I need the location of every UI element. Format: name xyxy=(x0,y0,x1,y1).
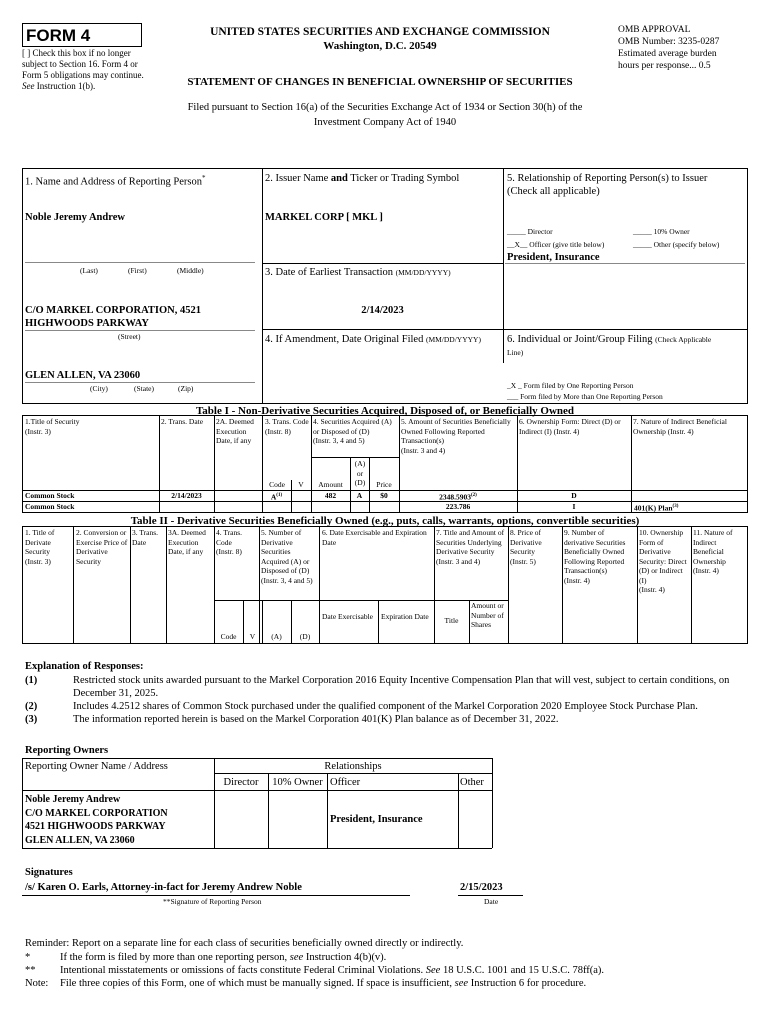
reminder-line: Reminder: Report on a separate line for each class of securities beneficially owned directly or indirectly. xyxy=(25,938,464,949)
omb-burden: Estimated average burden xyxy=(618,49,717,59)
table1-title: Table I - Non-Derivative Securities Acquired, Disposed of, or Beneficially Owned xyxy=(195,405,575,417)
row1-amount: 482 xyxy=(324,491,337,500)
row1-aod: A xyxy=(356,491,363,500)
t2-sub-d: (D) xyxy=(299,632,311,641)
officer-title: President, Insurance xyxy=(507,252,600,263)
signature-date: 2/15/2023 xyxy=(460,882,503,893)
filed-by-more: ___ Form filed by More than One Reporting Person xyxy=(507,392,663,401)
list-item: Note: File three copies of this Form, one of which must be manually signed. If space is insufficient, see Instruction 6 for procedure. xyxy=(25,978,587,989)
t2-sub-title: Title xyxy=(444,616,459,625)
t1-h2: 2. Trans. Date xyxy=(161,417,204,426)
owner-name-address: Noble Jeremy Andrew C/O MARKEL CORPORATION 4521 HIGHWOODS PARKWAY GLEN ALLEN, VA 23060 xyxy=(25,794,168,846)
box2-label: 2. Issuer Name and Ticker or Trading Symbol xyxy=(265,173,460,184)
other-check: _____ Other (specify below) xyxy=(633,240,720,249)
checkbox-note: [ ] Check this box if no longer subject to Section 16. Form 4 or Form 5 obligations may continue. See Instruction 1(b). xyxy=(22,48,144,91)
t2-h8: 8. Price of Derivative Security (Instr. 5) xyxy=(510,528,542,566)
list-item: (2) Includes 4.2512 shares of Common Stock purchased under the qualified component of the Markel Corporation 2020 Employee Stock Purchase Plan. xyxy=(25,701,698,712)
owners-col-director: Director xyxy=(223,777,259,788)
list-item: (1) Restricted stock units awarded pursuant to the Markel Corporation 2016 Equity Incentive Compensation Plan that will vest, subject to certain conditions, on December 31, 2025. xyxy=(25,675,730,699)
t1-h6: 6. Ownership Form: Direct (D) or Indirect (I) (Instr. 4) xyxy=(519,417,621,436)
officer-check: __X__ Officer (give title below) xyxy=(507,240,605,249)
t2-h11: 11. Nature of Indirect Beneficial Ownership (Instr. 4) xyxy=(693,528,733,575)
agency-name: UNITED STATES SECURITIES AND EXCHANGE COMMISSION xyxy=(210,26,550,38)
row1-owned: 2348.5903$^{(2)}$ xyxy=(439,492,477,502)
list-item: (3) The information reported herein is based on the Markel Corporation 401(K) Plan balance as of December 31, 2022. xyxy=(25,714,559,725)
table-row: Common Stock xyxy=(25,491,75,500)
t1-h7: 7. Nature of Indirect Beneficial Ownership (Instr. 4) xyxy=(633,417,727,436)
list-item: * If the form is filed by more than one reporting person, see Instruction 4(b)(v). xyxy=(25,952,387,963)
t2-h5: 5. Number of Derivative Securities Acquired (A) or Disposed of (D) (Instr. 3, 4 and 5) xyxy=(261,528,313,585)
filed-pursuant-line2: Investment Company Act of 1940 xyxy=(313,117,457,128)
box6-label: 6. Individual or Joint/Group Filing (Check Applicable Line) xyxy=(507,334,712,357)
t2-h3: 3. Trans. Date xyxy=(132,528,159,547)
last-label: (Last) xyxy=(80,266,98,275)
filed-pursuant-line1: Filed pursuant to Section 16(a) of the Securities Exchange Act of 1934 or Section 30(h) of the xyxy=(187,102,583,113)
t1-h3: 3. Trans. Code (Instr. 8) xyxy=(265,417,309,436)
row1-price: $0 xyxy=(380,491,388,500)
issuer-name-ticker: MARKEL CORP [ MKL ] xyxy=(265,212,383,223)
t2-h7: 7. Title and Amount of Securities Underlying Derivative Security (Instr. 3 and 4) xyxy=(436,528,505,566)
t1-h2a: 2A. Deemed Execution Date, if any xyxy=(216,417,254,445)
t2-sub-amount: Amount or Number of Shares xyxy=(471,601,504,629)
ten-pct-owner-check: _____ 10% Owner xyxy=(633,227,690,236)
t2-sub-a: (A) xyxy=(271,632,282,641)
t1-sub-amount: Amount xyxy=(318,480,343,489)
form-title: FORM 4 xyxy=(22,23,142,47)
agency-location: Washington, D.C. 20549 xyxy=(323,40,437,52)
middle-label: (Middle) xyxy=(177,266,204,275)
table-row: Common Stock xyxy=(25,502,75,511)
explanation-list xyxy=(25,674,750,726)
t2-sub-code: Code xyxy=(220,632,237,641)
signatures-title: Signatures xyxy=(25,867,73,878)
owners-col-other: Other xyxy=(460,777,484,788)
box3-label: 3. Date of Earliest Transaction (MM/DD/YYYY) xyxy=(265,267,451,278)
owners-title: Reporting Owners xyxy=(25,745,109,756)
row1-code: $A^{(1)}$ xyxy=(270,492,283,502)
t2-sub-v: V xyxy=(249,632,256,641)
city-label: (City) xyxy=(90,384,108,393)
signature-label: **Signature of Reporting Person xyxy=(163,897,262,906)
box5-label: 5. Relationship of Reporting Person(s) to Issuer (Check all applicable) xyxy=(507,173,708,197)
t2-h1: 1. Title of Derivate Security (Instr. 3) xyxy=(25,528,55,566)
first-label: (First) xyxy=(128,266,147,275)
table2-title: Table II - Derivative Securities Beneficially Owned (e.g., puts, calls, warrants, options, convertible securities) xyxy=(130,515,640,527)
box1-label: 1. Name and Address of Reporting Person* xyxy=(25,174,206,188)
t2-h4: 4. Trans. Code (Instr. 8) xyxy=(216,528,243,556)
row2-nature: 401(K) Plan$^{(3)}$ xyxy=(634,503,679,513)
t1-h4: 4. Securities Acquired (A) or Disposed of (D) (Instr. 3, 4 and 5) xyxy=(313,417,392,445)
zip-label: (Zip) xyxy=(178,384,194,393)
row1-date: 2/14/2023 xyxy=(171,491,202,500)
t2-h6: 6. Date Exercisable and Expiration Date xyxy=(322,528,427,547)
t2-sub-date-ex: Date Exercisable xyxy=(322,612,374,621)
t2-h3a: 3A. Deemed Execution Date, if any xyxy=(168,528,206,556)
omb-approval: OMB APPROVAL xyxy=(618,25,691,35)
owners-col-name: Reporting Owner Name / Address xyxy=(25,761,168,772)
t2-h10: 10. Ownership Form of Derivative Security: Direct (D) or Indirect (I) (Instr. 4) xyxy=(639,528,687,594)
signature-text: /s/ Karen O. Earls, Attorney-in-fact for Jeremy Andrew Noble xyxy=(25,882,302,893)
footnote-list xyxy=(25,951,750,990)
omb-number: OMB Number: 3235-0287 xyxy=(618,37,720,47)
owners-col-relationships: Relationships xyxy=(324,761,382,772)
row1-form: D xyxy=(571,491,577,500)
reporting-person-name: Noble Jeremy Andrew xyxy=(25,212,125,223)
street-address: C/O MARKEL CORPORATION, 4521 HIGHWOODS PARKWAY xyxy=(25,305,201,329)
t2-h2: 2. Conversion or Exercise Price of Derivative Security xyxy=(76,528,128,566)
omb-box xyxy=(618,24,719,72)
t1-sub-price: Price xyxy=(376,480,392,489)
row2-form: I xyxy=(572,502,576,511)
list-item: ** Intentional misstatements or omissions of facts constitute Federal Criminal Violations. See 18 U.S.C. 1001 and 15 U.S.C. 78ff(a). xyxy=(25,965,605,976)
city-state-zip: GLEN ALLEN, VA 23060 xyxy=(25,370,141,381)
t1-sub-v: V xyxy=(298,480,304,489)
explanation-title: Explanation of Responses: xyxy=(25,661,144,672)
t2-h9: 9. Number of derivative Securities Beneficially Owned Following Reported Transaction(s) (Instr. 4) xyxy=(564,528,626,585)
earliest-transaction-date: 2/14/2023 xyxy=(361,305,404,316)
t2-sub-exp: Expiration Date xyxy=(381,612,429,621)
street-label: (Street) xyxy=(118,332,141,341)
director-check: _____ Director xyxy=(507,227,553,236)
row2-owned: 223.786 xyxy=(445,502,471,511)
state-label: (State) xyxy=(134,384,154,393)
t1-sub-code: Code xyxy=(269,480,285,489)
owners-col-ten-pct: 10% Owner xyxy=(272,777,323,788)
statement-title: STATEMENT OF CHANGES IN BENEFICIAL OWNERSHIP OF SECURITIES xyxy=(187,76,573,88)
omb-hours: hours per response... 0.5 xyxy=(618,61,711,71)
filed-by-one: _X _ Form filed by One Reporting Person xyxy=(507,381,634,390)
t1-sub-aod: (A) or (D) xyxy=(354,459,366,487)
owners-col-officer: Officer xyxy=(330,777,361,788)
box4-label: 4. If Amendment, Date Original Filed (MM/DD/YYYY) xyxy=(265,334,481,345)
owner-officer-title: President, Insurance xyxy=(330,814,423,825)
t1-h5: 5. Amount of Securities Beneficially Owned Following Reported Transaction(s) (Instr. 3 and 4) xyxy=(401,417,511,455)
date-label: Date xyxy=(484,897,499,906)
t1-h1: 1.Title of Security (Instr. 3) xyxy=(25,417,80,436)
